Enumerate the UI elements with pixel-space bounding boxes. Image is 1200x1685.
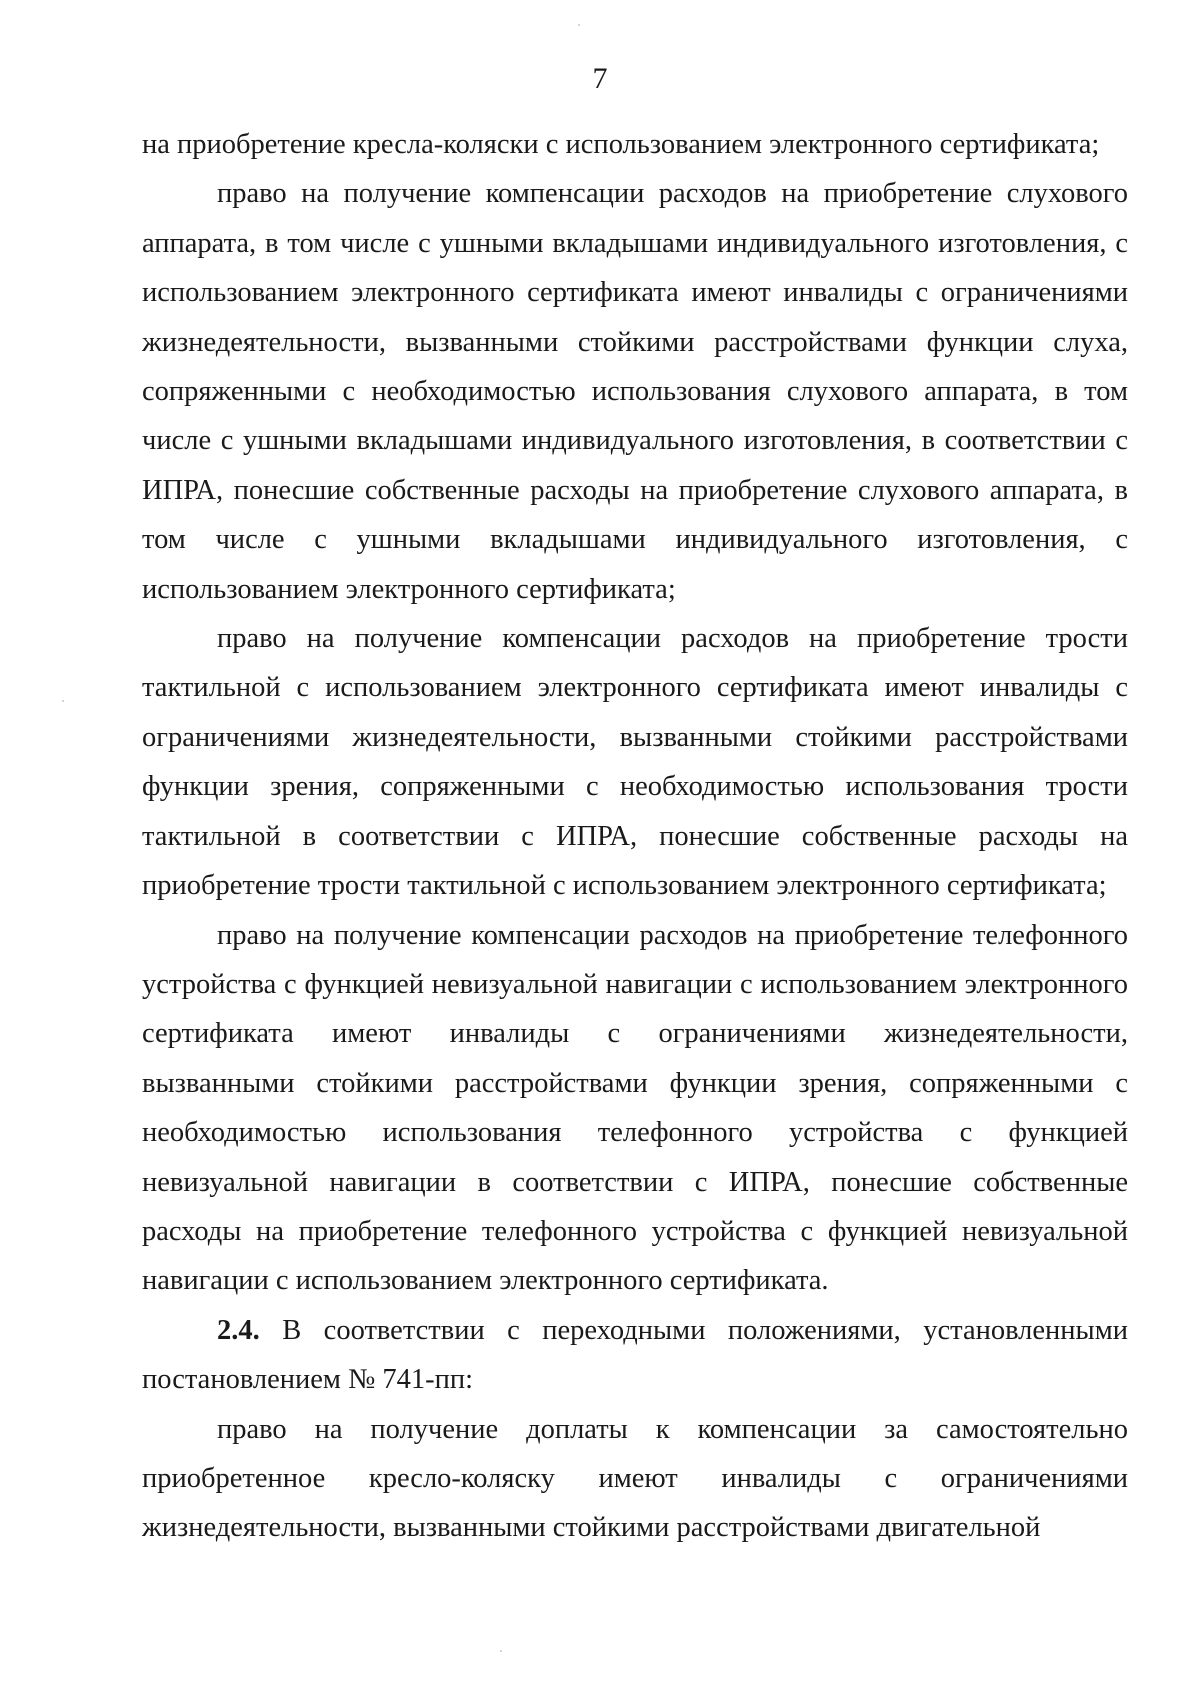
section-2-4-text: В соответствии с переходными положениями, установленными постановлением № 741-пп: [142,1314,1128,1396]
paragraph-phone-navigation: право на получение компенсации расходов на приобретение телефонного устройства с функцией невизуальной навигации с использованием электронного сертификата имеют инвалиды с ограничениями жизнедеятельности, вызванными стойкими расстройствами функции зрения, сопряженными с необходимостью использования телефонного устройства с функцией невизуальной навигации в соответствии с ИПРА, понесшие собственные расходы на приобретение телефонного устройства с функцией невизуальной навигации с использованием электронного сертификата. [142,919,1128,1297]
document-body [142,120,1128,1553]
paragraph-hearing-aid: право на получение компенсации расходов на приобретение слухового аппарата, в том числе с ушными вкладышами индивидуального изготовления, с использованием электронного сертификата имеют инвалиды с ограничениями жизнедеятельности, вызванными стойкими расстройствами функции слуха, сопряженными с необходимостью использования слухового аппарата, в том числе с ушными вкладышами индивидуального изготовления, в соответствии с ИПРА, понесшие собственные расходы на приобретение слухового аппарата, в том числе с ушными вкладышами индивидуального изготовления, с использованием электронного сертификата; [142,178,1128,605]
paragraph-section-2-4 [142,1306,1128,1405]
section-number: 2.4. [217,1314,260,1346]
paragraph-wheelchair-end: на приобретение кресла-коляски с использованием электронного сертификата; [142,129,1100,160]
paragraph-tactile-cane: право на получение компенсации расходов на приобретение трости тактильной с использованием электронного сертификата имеют инвалиды с ограничениями жизнедеятельности, вызванными стойкими расстройствами функции зрения, сопряженными с необходимостью использования трости тактильной в соответствии с ИПРА, понесшие собственные расходы на приобретение трости тактильной с использованием электронного сертификата; [142,623,1128,902]
scan-speck [500,1650,502,1652]
paragraph-wheelchair-surcharge: право на получение доплаты к компенсации за самостоятельно приобретенное кресло-коляску имеют инвалиды с ограничениями жизнедеятельности, вызванными стойкими расстройствами двигательной [142,1413,1128,1544]
scan-speck [578,24,580,26]
scan-speck [62,700,64,702]
page-number: 7 [592,62,608,95]
